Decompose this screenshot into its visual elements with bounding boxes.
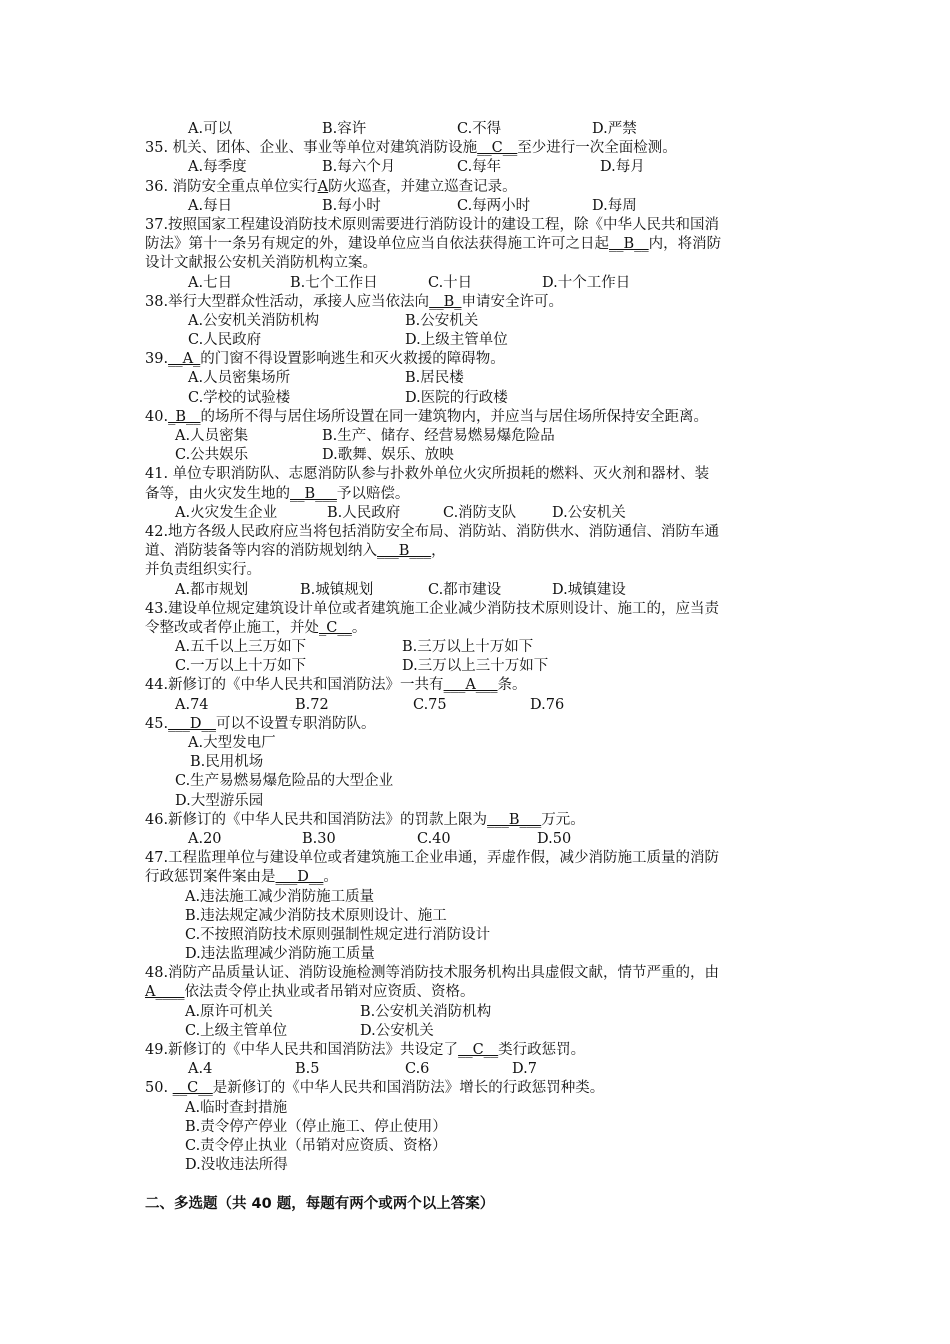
option: B.每小时 bbox=[322, 197, 381, 214]
q47-option-c bbox=[145, 926, 810, 945]
option: D.严禁 bbox=[592, 121, 637, 137]
option: A.每季度 bbox=[188, 159, 247, 176]
q46-options bbox=[145, 830, 810, 849]
option: B.民用机场 bbox=[190, 754, 264, 771]
option: C.十日 bbox=[428, 274, 473, 291]
option: D.每周 bbox=[592, 197, 637, 214]
q38-options-row1 bbox=[145, 312, 810, 331]
option: A.五千以上三万如下 bbox=[175, 639, 307, 656]
option: C.40 bbox=[417, 830, 451, 847]
option: B.城镇规划 bbox=[300, 581, 374, 598]
q37-stem-line2: 防法》第十一条另有规定的外，建设单位应当自依法获得施工许可之日起__B__内，将消防 bbox=[145, 236, 722, 253]
option: C.学校的试验楼 bbox=[188, 389, 291, 406]
option: D.大型游乐园 bbox=[175, 792, 264, 809]
q40-options-row1 bbox=[145, 427, 810, 446]
q45-option-d bbox=[145, 792, 810, 811]
option: D.医院的行政楼 bbox=[405, 389, 508, 406]
q50-stem: 50. __C__是新修订的《中华人民共和国消防法》增长的行政惩罚种类。 bbox=[145, 1080, 605, 1097]
q34-options bbox=[145, 120, 810, 139]
option: C.上级主管单位 bbox=[185, 1022, 288, 1039]
option: A.临时查封措施 bbox=[185, 1099, 288, 1116]
option: B.5 bbox=[295, 1061, 320, 1078]
option: C.公共娱乐 bbox=[175, 447, 249, 464]
q42-stem-line3: 并负责组织实行。 bbox=[145, 562, 261, 579]
spacer bbox=[145, 1175, 810, 1195]
option: D.每月 bbox=[600, 159, 645, 176]
option: B.容许 bbox=[322, 121, 367, 137]
q45-stem: 45.___D__可以不设置专职消防队。 bbox=[145, 715, 376, 732]
option: C.每年 bbox=[457, 159, 502, 176]
answer-blank: __B__ bbox=[609, 236, 649, 253]
option: A.可以 bbox=[188, 121, 233, 137]
option: C.不得 bbox=[457, 121, 502, 137]
option: D.上级主管单位 bbox=[405, 332, 508, 349]
option: B.30 bbox=[302, 830, 336, 847]
answer-blank: ___D__ bbox=[275, 869, 324, 886]
option: C.6 bbox=[405, 1061, 430, 1078]
q38-options-row2 bbox=[145, 331, 810, 350]
q43-options-row2 bbox=[145, 657, 810, 676]
answer-blank: ___A___ bbox=[443, 677, 498, 694]
option: A.七日 bbox=[188, 274, 233, 291]
answer-blank: __C__ bbox=[477, 140, 518, 157]
q39-options-row2 bbox=[145, 389, 810, 408]
q41-options bbox=[145, 504, 810, 523]
option: C.每两小时 bbox=[457, 197, 531, 214]
q50-option-d bbox=[145, 1156, 810, 1175]
q49-options bbox=[145, 1060, 810, 1079]
option: A.20 bbox=[188, 830, 222, 847]
option: B.每六个月 bbox=[322, 159, 396, 176]
option: C.不按照消防技术原则强制性规定进行消防设计 bbox=[185, 926, 491, 943]
answer-blank: A bbox=[317, 178, 329, 195]
q47-option-a bbox=[145, 888, 810, 907]
answer-blank: __B___ bbox=[290, 485, 337, 502]
option: B.责令停产停业（停止施工、停止使用） bbox=[185, 1118, 447, 1135]
option: A.4 bbox=[188, 1061, 213, 1078]
q36-options bbox=[145, 197, 810, 216]
option: D.没收违法所得 bbox=[185, 1157, 288, 1174]
q46-stem: 46.新修订的《中华人民共和国消防法》的罚款上限为___B___万元。 bbox=[145, 811, 585, 828]
q39-options-row1 bbox=[145, 369, 810, 388]
option: C.一万以上十万如下 bbox=[175, 658, 307, 675]
q43-stem-line2: 令整改或者停止施工，并处_C__。 bbox=[145, 619, 367, 636]
q50-option-b bbox=[145, 1118, 810, 1137]
q41-stem-line2: 备等，由火灾发生地的__B___予以赔偿。 bbox=[145, 485, 410, 502]
option: C.人民政府 bbox=[188, 332, 262, 349]
answer-blank: _B__ bbox=[168, 408, 201, 425]
q35-options bbox=[145, 158, 810, 177]
q43-options-row1 bbox=[145, 638, 810, 657]
answer-blank: __C__ bbox=[172, 1080, 213, 1097]
option: D.十个工作日 bbox=[542, 274, 631, 291]
q48-stem-line2: A____依法责令停止执业或者吊销对应资质、资格。 bbox=[145, 984, 475, 1001]
option: D.公安机关 bbox=[552, 504, 626, 521]
answer-blank: ___D__ bbox=[168, 715, 216, 732]
option: D.公安机关 bbox=[360, 1022, 434, 1039]
answer-blank: __A_ bbox=[168, 351, 201, 368]
option: A.火灾发生企业 bbox=[175, 504, 278, 521]
option: A.每日 bbox=[188, 197, 233, 214]
q37-options bbox=[145, 274, 810, 293]
q50-option-c bbox=[145, 1137, 810, 1156]
option: D.50 bbox=[537, 830, 572, 847]
option: D.城镇建设 bbox=[552, 581, 626, 598]
answer-blank: _C__ bbox=[319, 619, 352, 636]
q43-stem-line1: 43.建设单位规定建筑设计单位或者建筑施工企业减少消防技术原则设计、施工的，应当责 bbox=[145, 600, 720, 617]
q48-stem-line1: 48.消防产品质量认证、消防设施检测等消防技术服务机构出具虚假文献，情节严重的，由 bbox=[145, 965, 720, 982]
q39-stem: 39.__A_的门窗不得设置影响逃生和灭火救援的障碍物。 bbox=[145, 351, 505, 368]
q42-stem-line2: 道、消防装备等内容的消防规划纳入___B___， bbox=[145, 543, 446, 560]
option: C.责令停止执业（吊销对应资质、资格） bbox=[185, 1137, 447, 1154]
answer-blank: ___B___ bbox=[377, 543, 432, 560]
option: D.违法监理减少消防施工质量 bbox=[185, 946, 375, 963]
q40-options-row2 bbox=[145, 446, 810, 465]
option: A.原许可机关 bbox=[185, 1003, 273, 1020]
option: B.违法规定减少消防技术原则设计、施工 bbox=[185, 907, 447, 924]
option: A.公安机关消防机构 bbox=[188, 312, 320, 329]
section-heading: 二、多选题（共 40 题，每题有两个或两个以上答案） bbox=[145, 1196, 495, 1213]
option: A.都市规划 bbox=[175, 581, 249, 598]
option: C.生产易燃易爆危险品的大型企业 bbox=[175, 773, 394, 790]
q37-stem-line3: 设计文献报公安机关消防机构立案。 bbox=[145, 255, 377, 272]
option: B.72 bbox=[295, 696, 329, 713]
option: C.75 bbox=[413, 696, 447, 713]
option: B.七个工作日 bbox=[290, 274, 378, 291]
answer-blank: __B_ bbox=[429, 293, 462, 310]
q47-option-d bbox=[145, 945, 810, 964]
option: A.大型发电厂 bbox=[188, 735, 276, 751]
q45-option-c bbox=[145, 772, 810, 791]
q37-stem-line1: 37.按照国家工程建设消防技术原则需要进行消防设计的建设工程，除《中华人民共和国消 bbox=[145, 216, 720, 233]
q44-options bbox=[145, 696, 810, 715]
option: C.都市建设 bbox=[428, 581, 502, 598]
option: A.人员密集 bbox=[175, 428, 249, 444]
q41-stem-line1: 41. 单位专职消防队、志愿消防队参与扑救外单位火灾所损耗的燃料、灭火剂和器材、装 bbox=[145, 466, 710, 483]
option: A.违法施工减少消防施工质量 bbox=[185, 888, 375, 905]
option: B.三万以上十万如下 bbox=[402, 639, 534, 656]
option: D.三万以上三十万如下 bbox=[402, 658, 549, 675]
answer-blank: A____ bbox=[145, 984, 185, 1001]
q47-option-b bbox=[145, 907, 810, 926]
q42-stem-line1: 42.地方各级人民政府应当将包括消防安全布局、消防站、消防供水、消防通信、消防车通 bbox=[145, 523, 720, 540]
q47-stem-line2: 行政惩罚案件案由是___D__。 bbox=[145, 869, 338, 886]
q44-stem: 44.新修订的《中华人民共和国消防法》一共有___A___条。 bbox=[145, 677, 527, 694]
answer-blank: ___B___ bbox=[487, 811, 542, 828]
option: B.公安机关消防机构 bbox=[360, 1003, 492, 1020]
question-list bbox=[145, 120, 810, 1215]
q36-stem: 36. 消防安全重点单位实行A防火巡查，并建立巡查记录。 bbox=[145, 178, 517, 195]
option: A.74 bbox=[175, 696, 209, 713]
option: B.生产、储存、经营易燃易爆危险品 bbox=[322, 428, 555, 444]
answer-blank: __C__ bbox=[458, 1042, 499, 1058]
q45-option-b bbox=[145, 753, 810, 772]
q47-stem-line1: 47.工程监理单位与建设单位或者建筑施工企业串通，弄虚作假，减少消防施工质量的消防 bbox=[145, 850, 720, 867]
q38-stem: 38.举行大型群众性活动，承接人应当依法向__B_申请安全许可。 bbox=[145, 293, 563, 310]
q50-option-a bbox=[145, 1099, 810, 1118]
option: A.人员密集场所 bbox=[188, 370, 291, 387]
option: D.76 bbox=[530, 696, 565, 713]
q42-options bbox=[145, 581, 810, 600]
q35-stem: 35. 机关、团体、企业、事业等单位对建筑消防设施__C__至少进行一次全面检测。 bbox=[145, 140, 677, 157]
option: D.歌舞、娱乐、放映 bbox=[322, 447, 454, 464]
q45-option-a bbox=[145, 734, 810, 753]
option: B.居民楼 bbox=[405, 370, 464, 387]
q48-options-row1 bbox=[145, 1003, 810, 1022]
option: D.7 bbox=[512, 1061, 537, 1078]
option: B.人民政府 bbox=[327, 504, 401, 521]
q48-options-row2 bbox=[145, 1022, 810, 1041]
q49-stem: 49.新修订的《中华人民共和国消防法》共设定了__C__类行政惩罚。 bbox=[145, 1042, 586, 1058]
option: C.消防支队 bbox=[443, 504, 517, 521]
option: B.公安机关 bbox=[405, 312, 479, 329]
q40-stem: 40._B__的场所不得与居住场所设置在同一建筑物内，并应当与居住场所保持安全距离。 bbox=[145, 408, 708, 425]
